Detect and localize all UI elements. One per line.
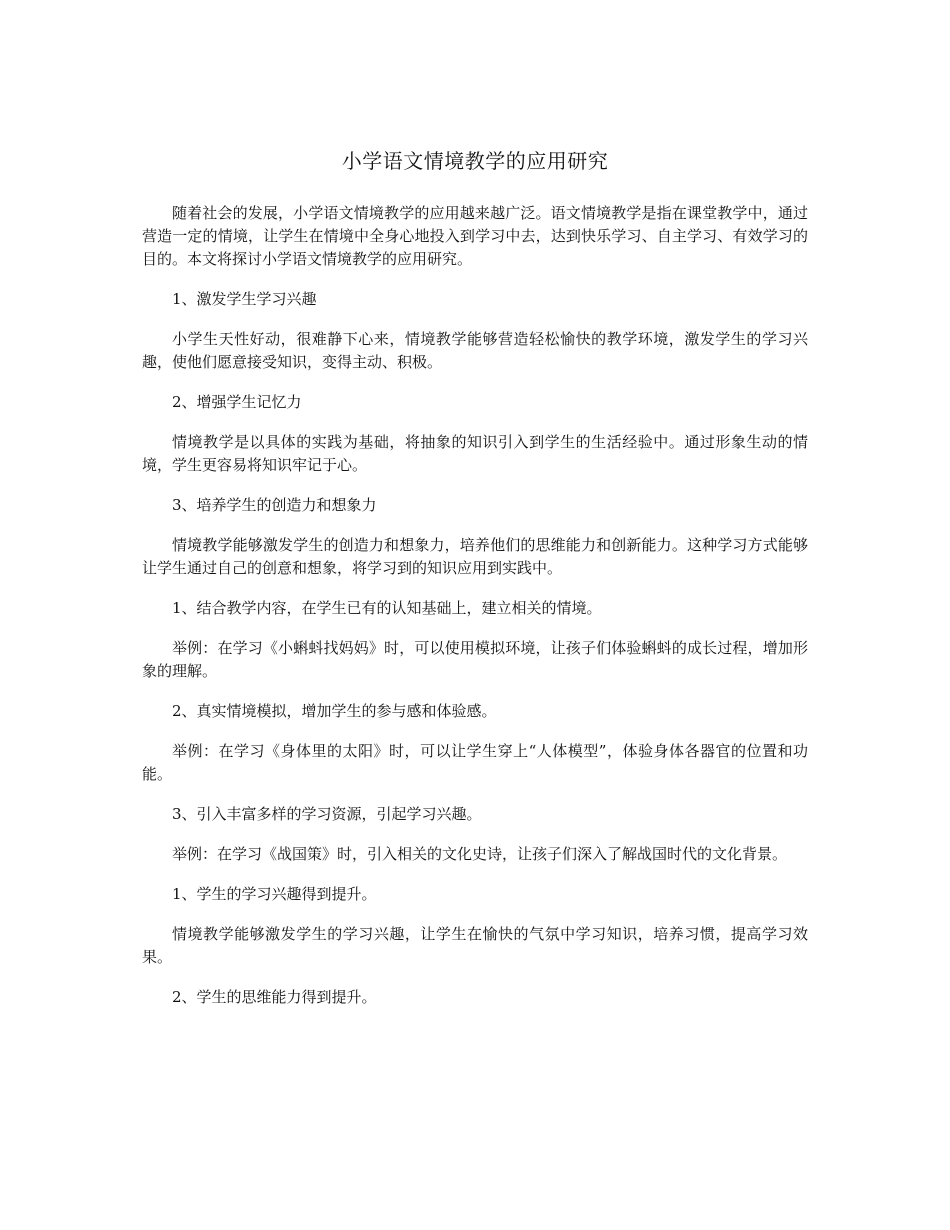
result-heading: 2、学生的思维能力得到提升。 <box>172 988 377 1006</box>
body-paragraph: 情境教学能够激发学生的学习兴趣，让学生在愉快的气氛中学习知识，培养习惯，提高学习效果。 <box>142 925 808 966</box>
example-paragraph: 举例：在学习《小蝌蚪找妈妈》时，可以使用模拟环境，让孩子们体验蝌蚪的成长过程，增加形象的理解。 <box>142 639 808 680</box>
result-heading: 1、学生的学习兴趣得到提升。 <box>172 885 377 903</box>
section-heading: 3、培养学生的创造力和想象力 <box>172 496 377 514</box>
document-body <box>142 202 808 1026</box>
body-paragraph: 情境教学是以具体的实践为基础，将抽象的知识引入到学生的生活经验中。通过形象生动的情境，学生更容易将知识牢记于心。 <box>142 433 808 474</box>
body-paragraph: 情境教学能够激发学生的创造力和想象力，培养他们的思维能力和创新能力。这种学习方式能够让学生通过自己的创意和想象，将学习到的知识应用到实践中。 <box>142 536 808 577</box>
section-heading: 2、增强学生记忆力 <box>172 393 302 411</box>
document-title: 小学语文情境教学的应用研究 <box>341 149 609 173</box>
method-heading: 3、引入丰富多样的学习资源，引起学习兴趣。 <box>172 805 482 823</box>
body-paragraph: 小学生天性好动，很难静下心来，情境教学能够营造轻松愉快的教学环境，激发学生的学习兴趣，使他们愿意接受知识，变得主动、积极。 <box>142 330 808 371</box>
method-heading: 1、结合教学内容，在学生已有的认知基础上，建立相关的情境。 <box>172 599 602 617</box>
method-heading: 2、真实情境模拟，增加学生的参与感和体验感。 <box>172 702 497 720</box>
section-heading: 1、激发学生学习兴趣 <box>172 290 317 308</box>
intro-paragraph: 随着社会的发展，小学语文情境教学的应用越来越广泛。语文情境教学是指在课堂教学中，通过营造一定的情境，让学生在情境中全身心地投入到学习中去，达到快乐学习、自主学习、有效学习的目的。本文将探讨小学语文情境教学的应用研究。 <box>142 204 808 268</box>
example-paragraph: 举例：在学习《身体里的太阳》时，可以让学生穿上“人体模型”，体验身体各器官的位置和功能。 <box>142 742 808 783</box>
example-paragraph: 举例：在学习《战国策》时，引入相关的文化史诗，让孩子们深入了解战国时代的文化背景。 <box>172 845 788 863</box>
